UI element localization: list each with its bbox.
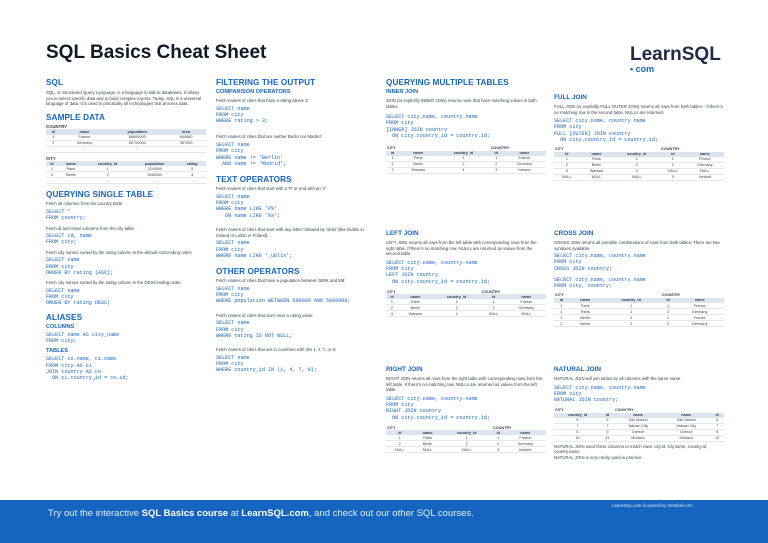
table-cell: 3 (490, 167, 503, 173)
table-cell: Berlin (58, 172, 84, 178)
table-cell: ... (131, 178, 178, 184)
column-header: name (399, 151, 437, 156)
filter-code-4: SELECT name FROM city WHERE name LIKE '_ublin'; (216, 240, 293, 259)
table-cell: 2 (386, 305, 398, 311)
table-cell: Berlin (580, 162, 614, 168)
table-cell: 6 (710, 418, 724, 424)
table-cell: 357000 (166, 140, 206, 146)
table-cell: 2 (437, 161, 489, 167)
table-cell: 2 (661, 321, 676, 327)
table-cell: 1 (554, 309, 569, 315)
single-code-4: SELECT name FROM city ORDER BY rating DESC; (46, 287, 111, 307)
column-header: id (554, 152, 580, 157)
table-cell: NULL (660, 168, 686, 174)
column-4-natural (554, 364, 724, 461)
sample-city-table (46, 161, 206, 184)
table-cell: NULL (414, 447, 442, 453)
column-header: name (686, 152, 724, 157)
cross-join-heading: CROSS JOIN (554, 230, 594, 237)
column-header: country_id (554, 413, 601, 418)
table-cell: 3 (386, 167, 399, 173)
table-cell: ... (61, 146, 109, 152)
column-4 (554, 92, 724, 181)
table-cell: ... (178, 178, 206, 184)
table-cell: 1 (442, 435, 492, 441)
single-text-3: Fetch city names sorted by the rating column in the default ASCending order: (46, 249, 193, 255)
table-cell: Germany (675, 321, 724, 327)
column-header: id (481, 294, 507, 299)
table-cell: 2 (554, 162, 580, 168)
column-header: population (108, 129, 166, 134)
table-cell: 7 (601, 423, 614, 429)
table-cell: 3 (492, 447, 505, 453)
table-label: COUNTRY (661, 146, 680, 151)
table-cell: 10 (710, 435, 724, 441)
table-row (554, 321, 724, 327)
table-row (386, 311, 546, 317)
left-join-code: SELECT city.name, country.name FROM city LEFT JOIN country ON city.country_id = country.id; (386, 259, 490, 285)
country-table-name: COUNTRY (46, 123, 68, 129)
table-cell: Germany (507, 305, 546, 311)
logo-domain: com (635, 64, 655, 74)
table-label: CITY (387, 289, 396, 294)
table-cell: San Marino (662, 418, 710, 424)
table-cell: Paris (414, 435, 442, 441)
column-header: name (503, 151, 546, 156)
table-cell: 2 (46, 140, 61, 146)
column-header: country_id (442, 430, 492, 435)
table-cell: 3 (660, 174, 686, 180)
table-label: CITY (387, 145, 396, 150)
table-cell: France (675, 315, 724, 321)
column-header: country_id (437, 151, 489, 156)
table-cell: Paris (58, 166, 84, 172)
filter-code-5: SELECT name FROM city WHERE population BETWEEN 500000 AND 5000000; (216, 285, 351, 305)
table-cell: Germany (61, 140, 109, 146)
table-row (386, 167, 546, 173)
table-cell: 3 (554, 168, 580, 174)
table-cell: Warsaw (580, 168, 614, 174)
table-cell: Monaco (614, 435, 662, 441)
table-label: COUNTRY (614, 408, 634, 413)
table-cell: 3460000 (131, 172, 178, 178)
single-text-4: Fetch city names sorted by the rating column in the DESCending order: (46, 280, 182, 286)
table-cell: 2 (386, 441, 414, 447)
column-header: id (660, 152, 686, 157)
table-cell: Greece (662, 429, 710, 435)
aliases-code-2: SELECT co.name, ci.name FROM city AS ci JOIN country AS co ON ci.country_id = co.id; (46, 356, 129, 382)
table-cell: France (686, 157, 724, 163)
table-cell: Warsaw (398, 311, 433, 317)
single-code-2: SELECT id, name FROM city; (46, 233, 92, 246)
logo-sub: • com (630, 64, 655, 74)
table-cell: ... (58, 178, 84, 184)
table-cell: 1 (437, 156, 489, 162)
sql-description: SQL, or Structured Query Language, is a language to talk to databases. It allows you to select specific data and to build complex reports. Today, SQL is a universal language of data. It is used in practically all technologies that process data. (46, 90, 201, 107)
column-header: name (505, 430, 546, 435)
table-cell: 640680 (166, 135, 206, 141)
table-cell: 2 (490, 161, 503, 167)
table-cell: NULL (613, 174, 660, 180)
table-cell: Vatican City (662, 423, 710, 429)
footer-owner: LearnSQL.com is owned by Vertabelo SA (612, 503, 693, 508)
logo-main: Learn (630, 44, 682, 65)
table-cell: 2243000 (131, 166, 178, 172)
column-header: country_id (602, 298, 661, 303)
column-header: id (710, 413, 724, 418)
column-header: country_id (84, 161, 131, 166)
right-join-text: RIGHT JOIN returns all rows from the right table with corresponding rows from the left table. If there's no matching row, NULLs are returned as values from the left table. (386, 376, 543, 393)
table-row (46, 146, 206, 152)
inner-join-table (386, 145, 546, 173)
table-cell: 9 (601, 429, 614, 435)
column-header: id (661, 298, 676, 303)
table-label: COUNTRY (492, 425, 512, 430)
column-header: id (46, 161, 58, 166)
table-cell: Berlin (398, 305, 433, 311)
table-cell: Germany (503, 161, 546, 167)
table-cell: Paris (398, 299, 433, 305)
aliases-tables-heading: TABLES (46, 348, 68, 355)
table-cell: Paris (580, 157, 614, 163)
column-header: name (398, 294, 433, 299)
table-cell: NULL (507, 311, 546, 317)
table-label: COUNTRY (661, 293, 681, 298)
table-cell: Paris (569, 303, 602, 309)
footer-text-a: Try out the interactive (48, 508, 142, 519)
table-cell: NULL (554, 174, 580, 180)
column-header: name (507, 294, 546, 299)
table-cell: 3 (178, 172, 206, 178)
inner-join-heading: INNER JOIN (386, 89, 419, 95)
table-cell: 4 (613, 168, 660, 174)
table-cell: Greece (614, 429, 662, 435)
full-join-code: SELECT city.name, country.name FROM city FULL [OUTER] JOIN country ON city.country_id = country.id; (554, 118, 658, 144)
table-cell: NULL (686, 168, 724, 174)
table-cell: Vatican City (614, 423, 662, 429)
aliases-code-1: SELECT name AS city_name FROM city; (46, 331, 120, 344)
table-cell: 2 (481, 305, 507, 311)
table-cell: 2 (554, 321, 569, 327)
table-cell: 80700000 (108, 140, 166, 146)
column-header: name (662, 413, 710, 418)
table-cell: 10 (554, 435, 601, 441)
table-row (386, 447, 546, 453)
table-cell: Iceland (503, 167, 546, 173)
table-cell: 2 (660, 162, 686, 168)
table-cell: NULL (386, 447, 414, 453)
comparison-heading: COMPARISON OPERATORS (216, 89, 291, 95)
right-join-heading: RIGHT JOIN (386, 366, 423, 373)
text-operators-heading: TEXT OPERATORS (216, 175, 292, 185)
column-header: id (386, 430, 414, 435)
right-join-table (386, 425, 546, 453)
table-cell: 5 (554, 429, 601, 435)
table-cell: 4 (437, 167, 489, 173)
column-header: name (569, 298, 602, 303)
column-header: name (414, 430, 442, 435)
table-cell: 1 (554, 303, 569, 309)
table-cell: 2 (442, 441, 492, 447)
table-cell: 5 (178, 166, 206, 172)
inner-join-code: SELECT city.name, country.name FROM city [INNER] JOIN country ON city.country_id = country.id; (386, 114, 490, 140)
column-header: id (386, 151, 399, 156)
full-join-text: FULL JOIN (or explicitly FULL OUTER JOIN) returns all rows from both tables – if there's no matching row in the second table, NULLs are returned. (554, 104, 723, 115)
cross-join-text: CROSS JOIN returns all possible combinations of rows from both tables. There are two syntaxes available. (554, 240, 720, 251)
table-cell: 9 (710, 429, 724, 435)
table-cell: 1 (602, 303, 661, 309)
column-2 (216, 78, 376, 374)
section-heading-single: QUERYING SINGLE TABLE (46, 190, 154, 200)
table-cell: 4 (433, 311, 481, 317)
column-3 (386, 78, 546, 174)
table-cell: 1 (613, 157, 660, 163)
table-cell: 1 (490, 156, 503, 162)
table-label: CITY (555, 293, 564, 298)
footer-course-link[interactable]: SQL Basics course (141, 508, 229, 519)
filter-code-1: SELECT name FROM city WHERE rating > 3; (216, 105, 268, 125)
filter-text-3: Fetch names of cities that start with a 'P' or end with an 's': (216, 186, 327, 192)
column-header: id (601, 413, 614, 418)
table-cell: 1 (661, 303, 676, 309)
column-header: country_id (433, 294, 481, 299)
footer-text-e: , and check out our other SQL courses. (308, 508, 474, 519)
table-label: CITY (555, 146, 564, 151)
table-cell: France (507, 299, 546, 305)
table-cell: Paris (569, 309, 602, 315)
filter-code-6: SELECT name FROM city WHERE rating IS NOT NULL; (216, 320, 293, 339)
table-cell: 1 (481, 299, 507, 305)
table-row (46, 178, 206, 184)
table-cell: ... (108, 146, 166, 152)
single-code-1: SELECT * FROM country; (46, 208, 86, 222)
table-cell: 11 (601, 435, 614, 441)
section-heading-sample: SAMPLE DATA (46, 112, 106, 122)
table-cell: 2 (433, 305, 481, 311)
cross-join-table (554, 293, 724, 327)
table-cell: ... (84, 178, 131, 184)
table-cell: Germany (686, 162, 724, 168)
column-header: name (580, 152, 614, 157)
filter-text-6: Fetch names of cities that don't miss a rating value: (216, 312, 314, 318)
filter-text-1: Fetch names of cities that have a rating above 3: (216, 98, 309, 103)
natural-join-code: SELECT city.name, country.name FROM city NATURAL JOIN country; (554, 384, 646, 404)
column-header: area (166, 129, 206, 134)
table-cell: 1 (660, 157, 686, 163)
footer-cta[interactable] (48, 508, 474, 519)
table-cell: 2 (613, 162, 660, 168)
column-header: country_id (613, 152, 660, 157)
filter-code-7: SELECT name FROM city WHERE country_id IN (1, 4, 7, 8); (216, 354, 317, 374)
table-label: CITY (387, 425, 396, 430)
table-cell: NULL (481, 311, 507, 317)
table-cell: ... (46, 146, 61, 152)
section-heading-filter: FILTERING THE OUTPUT (216, 78, 316, 87)
column-header: name (58, 161, 84, 166)
table-cell: Warsaw (399, 167, 437, 173)
table-cell: 1 (661, 315, 676, 321)
column-header: id (554, 298, 569, 303)
table-cell: 2 (46, 172, 58, 178)
column-4-cross (554, 228, 724, 327)
column-3-left (386, 228, 546, 317)
filter-text-2: Fetch names of cities that are neither Berlin nor Madrid: (216, 134, 322, 140)
table-cell: France (505, 435, 546, 441)
aliases-columns-heading: COLUMNS (46, 323, 75, 330)
column-header: name (61, 129, 109, 134)
table-cell: NULL (442, 447, 492, 453)
table-cell: France (61, 135, 109, 141)
table-cell: 2 (554, 315, 569, 321)
column-3-right (386, 364, 546, 453)
table-cell: Berlin (569, 315, 602, 321)
table-cell: 6 (554, 418, 601, 424)
table-cell: 2 (602, 321, 661, 327)
table-cell: NULL (580, 174, 614, 180)
right-join-code: SELECT city.name, country.name FROM city RIGHT JOIN country ON city.country_id = country.id; (386, 395, 490, 421)
table-cell: Berlin (399, 161, 437, 167)
filter-text-7: Fetch names of cities that are in countries with IDs 1, 4, 7, or 8: (216, 347, 337, 353)
natural-join-heading: NATURAL JOIN (554, 366, 601, 373)
natural-join-text: NATURAL JOIN will join tables by all columns with the same name. (554, 376, 682, 381)
table-cell: France (675, 303, 724, 309)
left-join-table (386, 289, 546, 317)
table-cell: Berlin (569, 321, 602, 327)
left-join-heading: LEFT JOIN (386, 230, 419, 237)
column-header: id (492, 430, 505, 435)
filter-text-5: Fetch names of cities that have a population between 500K and 5M: (216, 278, 346, 284)
table-cell: Monaco (662, 435, 710, 441)
natural-join-note-2: NATURAL JOIN is very rarely used in practice. (554, 455, 643, 461)
filter-text-4: Fetch names of cities that start with any letter followed by 'ublin' (like Dublin in Ireland or Lublin in Poland): (216, 227, 364, 238)
column-header: name (614, 413, 662, 418)
left-join-text: LEFT JOIN returns all rows from the left table with corresponding rows from the right table. If there's no matching row, NULLs are returned as values from the second table. (386, 240, 537, 257)
section-heading-multi: QUERYING MULTIPLE TABLES (386, 78, 509, 87)
table-cell: 2 (492, 441, 505, 447)
footer-site-link[interactable]: LearnSQL.com (241, 508, 309, 519)
table-cell: 2 (386, 161, 399, 167)
footer-text-c: at (228, 508, 242, 519)
city-table-name: CITY (46, 155, 56, 161)
natural-join-table (554, 407, 724, 441)
table-cell: 1 (386, 435, 414, 441)
logo-sql: SQL (681, 44, 721, 65)
table-cell: 1 (84, 166, 131, 172)
table-cell: 1 (554, 157, 580, 163)
section-heading-aliases: ALIASES (46, 312, 83, 322)
single-text-1: Fetch all columns from the country table: (46, 201, 124, 207)
table-cell: 2 (84, 172, 131, 178)
table-cell: 1 (46, 135, 61, 141)
table-cell: 2 (661, 309, 676, 315)
table-row (554, 174, 724, 180)
table-cell: ... (166, 146, 206, 152)
logo[interactable] (630, 44, 721, 66)
column-header: id (490, 151, 503, 156)
table-cell: Germany (505, 441, 546, 447)
column-header: population (131, 161, 178, 166)
table-cell: 6 (601, 418, 614, 424)
column-header: id (386, 294, 398, 299)
table-cell: 66600000 (108, 135, 166, 141)
table-cell: France (503, 156, 546, 162)
filter-code-3: SELECT name FROM city WHERE name LIKE 'P%' OR name LIKE '%s'; (216, 193, 281, 219)
table-cell: Germany (675, 309, 724, 315)
page-title: SQL Basics Cheat Sheet (46, 42, 267, 63)
table-cell: 1 (602, 309, 661, 315)
single-text-2: Fetch id and name columns from the city table: (46, 225, 136, 231)
table-cell: 1 (433, 299, 481, 305)
full-join-table (554, 146, 724, 180)
full-join-heading: FULL JOIN (554, 94, 587, 101)
column-header: id (46, 129, 61, 134)
cross-join-code-1: SELECT city.name, country.name FROM city CROSS JOIN country; (554, 253, 646, 272)
single-code-3: SELECT name FROM city ORDER BY rating [ASC]; (46, 257, 114, 276)
table-cell: 1 (386, 299, 398, 305)
filter-code-2: SELECT name FROM city WHERE name != 'Berlin' AND name != 'Madrid'; (216, 142, 287, 167)
cross-join-code-2: SELECT city.name, country.name FROM city, country; (554, 277, 646, 290)
table-cell: 1 (386, 156, 399, 162)
section-heading-sql: SQL (46, 78, 64, 87)
table-label: COUNTRY (490, 145, 510, 150)
table-cell: 1 (492, 435, 505, 441)
natural-join-note-1: NATURAL JOIN used these columns to match rows: city.id, city.name, country.id, country.name (554, 443, 708, 455)
sample-country-table (46, 129, 206, 152)
column-1 (46, 78, 206, 381)
other-operators-heading: OTHER OPERATORS (216, 267, 300, 277)
inner-join-text: JOIN (or explicitly INNER JOIN) returns rows that have matching values in both tables. (386, 98, 537, 109)
table-cell: 3 (386, 311, 398, 317)
table-cell: ... (46, 178, 58, 184)
table-cell: Iceland (686, 174, 724, 180)
table-label: COUNTRY (481, 289, 501, 294)
table-cell: Iceland (505, 447, 546, 453)
column-header: rating (178, 161, 206, 166)
table-cell: Berlin (414, 441, 442, 447)
table-label: CITY (555, 408, 564, 413)
column-header: name (675, 298, 724, 303)
table-cell: 2 (602, 315, 661, 321)
table-cell: 7 (710, 423, 724, 429)
table-cell: 1 (46, 166, 58, 172)
table-cell: 7 (554, 423, 601, 429)
table-cell: Paris (399, 156, 437, 162)
table-row (554, 435, 724, 441)
table-cell: San Marino (614, 418, 662, 424)
